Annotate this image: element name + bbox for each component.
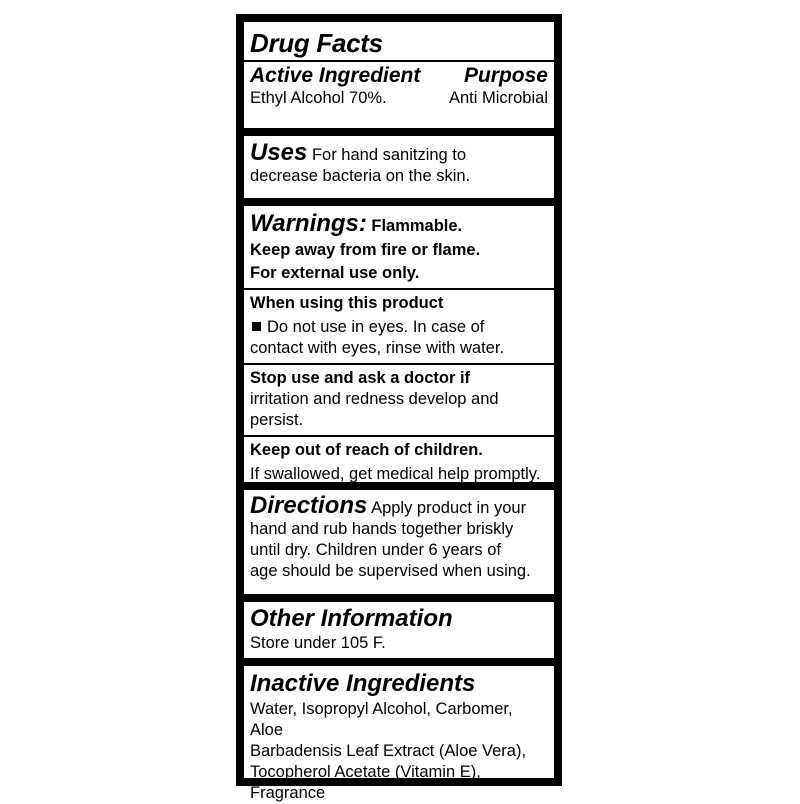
other-information-panel	[244, 602, 554, 658]
inactive-ingredients-heading: Inactive Ingredients	[250, 670, 476, 697]
directions-line-4: age should be supervised when using.	[250, 562, 531, 580]
directions-panel	[244, 490, 554, 594]
directions-line-2: hand and rub hands together briskly	[250, 520, 514, 538]
children-text: If swallowed, get medical help promptly.	[250, 465, 541, 483]
divider	[244, 435, 554, 437]
inactive-ingredients-panel	[244, 666, 554, 802]
uses-text-line-2: decrease bacteria on the skin.	[250, 167, 471, 185]
inactive-ingredients-line-3: Tocopherol Acetate (Vitamin E), Fragrance	[250, 763, 481, 802]
divider	[244, 60, 554, 62]
directions-line-1: Apply product in your	[371, 499, 527, 517]
stop-use-heading: Stop use and ask a doctor if	[250, 369, 471, 387]
other-information-text: Store under 105 F.	[250, 634, 386, 652]
children-heading: Keep out of reach of children.	[250, 441, 483, 459]
inactive-ingredients-line-1: Water, Isopropyl Alcohol, Carbomer, Aloe	[250, 700, 513, 739]
warnings-panel	[244, 206, 554, 482]
uses-panel	[244, 136, 554, 198]
drug-facts-label	[236, 14, 562, 802]
purpose-value: Anti Microbial	[448, 89, 548, 107]
active-ingredient-header: Active Ingredient	[250, 64, 421, 87]
other-information-heading: Other Information	[250, 605, 453, 632]
directions-heading: Directions	[250, 492, 368, 519]
drug-facts-title: Drug Facts	[250, 28, 383, 58]
stop-use-text: irritation and redness develop and persist.	[250, 390, 499, 429]
flammable-text: Flammable.	[371, 217, 463, 235]
divider	[244, 288, 554, 290]
when-using-heading: When using this product	[250, 294, 444, 312]
uses-text-line-1: For hand sanitzing to	[311, 146, 467, 164]
drug-facts-panel	[244, 22, 554, 128]
bullet-square-icon	[252, 322, 261, 331]
warnings-heading: Warnings:	[250, 210, 367, 237]
active-ingredient-value: Ethyl Alcohol 70%.	[250, 89, 387, 107]
when-using-line-2: contact with eyes, rinse with water.	[250, 339, 505, 357]
divider	[244, 363, 554, 365]
uses-heading: Uses	[250, 139, 308, 166]
warning-line-1: Keep away from fire or flame.	[250, 241, 481, 259]
purpose-header: Purpose	[463, 64, 548, 87]
directions-line-3: until dry. Children under 6 years of	[250, 541, 501, 559]
when-using-line-1: Do not use in eyes. In case of	[267, 318, 485, 336]
inactive-ingredients-line-2: Barbadensis Leaf Extract (Aloe Vera),	[250, 742, 527, 760]
warning-line-2: For external use only.	[250, 264, 420, 282]
